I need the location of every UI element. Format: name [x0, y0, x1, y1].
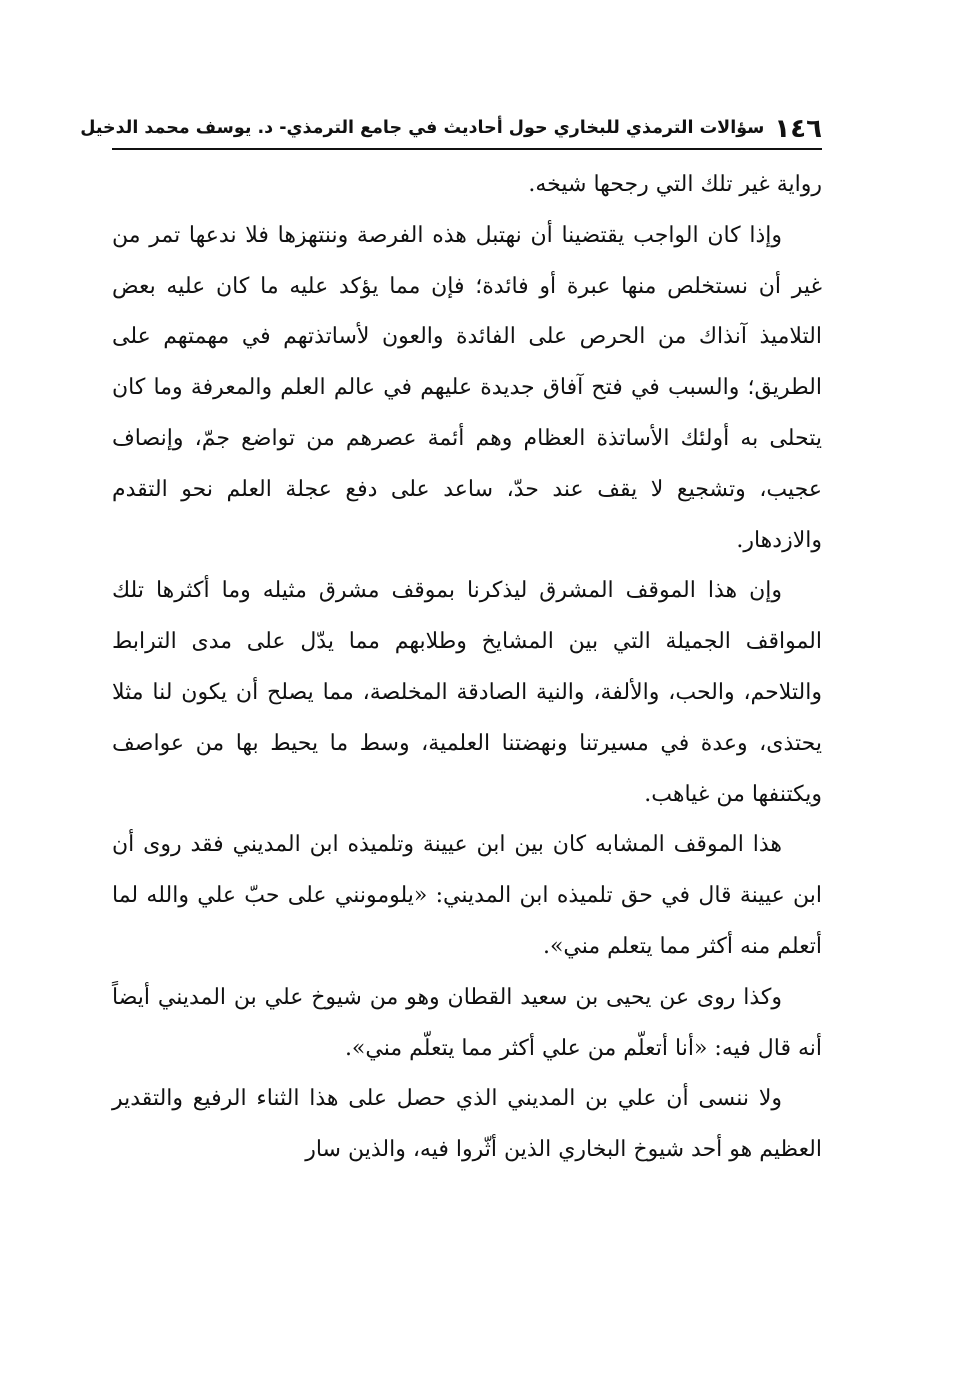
- body-text: [112, 160, 822, 1176]
- paragraph-3: وإن هذا الموقف المشرق ليذكرنا بموقف مشرق مثيله وما أكثرها تلك المواقف الجميلة التي بين المشايخ وطلابهم مما يدّل على مدى الترابط والتلاحم، والحب، والألفة، والنية الصادقة المخلصة، مما يصلح أن يكون لنا مثلا يحتذى، وعدة في مسيرتنا ونهضتنا العلمية، وسط ما يحيط بها من عواصف ويكتنفها من غياهب.: [112, 578, 822, 807]
- paragraph-4: هذا الموقف المشابه كان بين ابن عيينة وتلميذه ابن المديني فقد روى أن ابن عيينة قال في حق تلميذه ابن المديني: «يلومونني على حبّ علي والله لما أتعلم منه أكثر مما يتعلم مني».: [112, 832, 822, 959]
- paragraph-6: ولا ننسى أن علي بن المديني الذي حصل على هذا الثناء الرفيع والتقدير العظيم هو أحد شيوخ البخاري الذين أثّروا فيه، والذين سار: [112, 1086, 822, 1163]
- paragraph-5: وكذا روى عن يحيى بن سعيد القطان وهو من شيوخ علي بن المديني أيضاً أنه قال فيه: «أنا أتعلّم من علي أكثر مما يتعلّم مني».: [112, 984, 822, 1061]
- header-rule: [112, 148, 822, 150]
- paragraph-2: وإذا كان الواجب يقتضينا أن نهتبل هذه الفرصة وننتهزها فلا ندعها تمر من غير أن نستخلص منها عبرة أو فائدة؛ فإن مما يؤكد عليه ما كان عليه بعض التلاميذ آنذاك من الحرص على الفائدة والعون لأساتذتهم في مهمتهم على الطريق؛ والسبب في فتح آفاق جديدة عليهم في عالم العلم والمعرفة وما كان يتحلى به أولئك الأساتذة العظام وهم أئمة عصرهم من تواضع جمّ، وإنصاف عجيب، وتشجيع لا يقف عند حدّ، ساعد على دفع عجلة العلم نحو التقدم والازدهار.: [112, 222, 822, 553]
- paragraph-1: رواية غير تلك التي رجحها شيخه.: [528, 172, 822, 197]
- page-number: ١٤٦: [774, 114, 822, 144]
- page-header: [80, 96, 822, 148]
- running-title: سؤالات الترمذي للبخاري حول أحاديث في جامع الترمذي- د. يوسف محمد الدخيل: [80, 118, 765, 138]
